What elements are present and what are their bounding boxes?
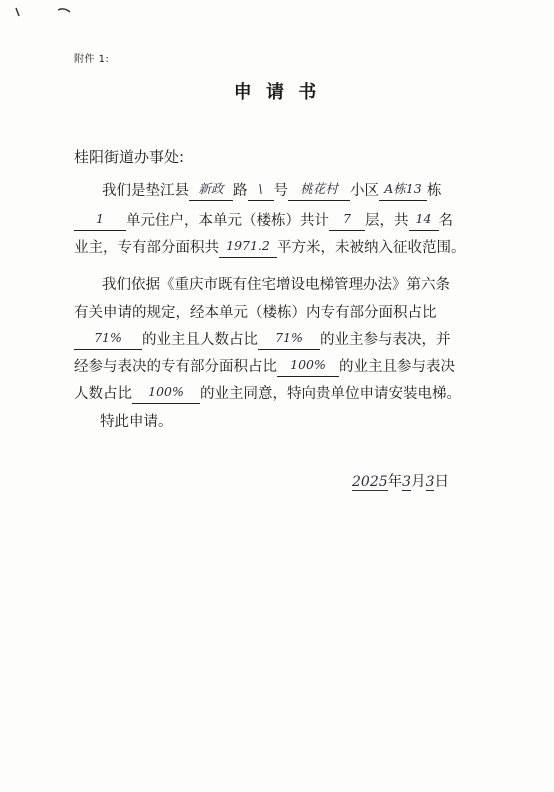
date-year: 2025 xyxy=(352,474,388,490)
floors-value: 7 xyxy=(343,211,351,226)
text: 单元住户，本单元（楼栋）共计 xyxy=(126,213,329,229)
owners-blank xyxy=(409,212,439,231)
pen-mark-icon xyxy=(14,4,74,20)
paragraph-2-line-1 xyxy=(102,275,450,295)
community-blank xyxy=(288,182,350,201)
number-blank xyxy=(248,182,274,201)
text: 号 xyxy=(273,183,288,199)
text: 平方米，未被纳入征收范围。 xyxy=(277,240,466,256)
unit-blank xyxy=(74,212,126,231)
text: 的业主且人数占比 xyxy=(142,332,258,348)
unit-value: 1 xyxy=(96,211,104,226)
vote-people-ratio-blank xyxy=(132,385,200,404)
paragraph-1-line-2 xyxy=(74,211,453,231)
vote-area-ratio-value: 100% xyxy=(290,357,326,372)
paragraph-2-line-5 xyxy=(74,384,461,404)
area-ratio-value: 71% xyxy=(94,330,122,345)
salutation: 桂阳街道办事处: xyxy=(74,148,185,166)
text: 栋 xyxy=(427,183,442,199)
text: 的业主参与表决，并 xyxy=(320,332,451,348)
paragraph-2-line-4 xyxy=(74,357,455,377)
page-title: 申 请 书 xyxy=(233,82,321,103)
street-blank xyxy=(189,182,233,201)
date-month: 3 xyxy=(402,474,412,490)
month-label: 月 xyxy=(411,474,426,490)
area-blank xyxy=(219,239,277,258)
paragraph-2-line-2 xyxy=(74,303,437,323)
owners-value: 14 xyxy=(415,211,432,226)
date-day: 3 xyxy=(425,474,435,490)
text: 经参与表决的专有部分面积占比 xyxy=(74,359,277,375)
vote-people-ratio-value: 100% xyxy=(148,384,184,399)
text: 的业主同意，特向贵单位申请安装电梯。 xyxy=(200,386,461,402)
building-blank xyxy=(379,182,427,201)
text: 业主，专有部分面积共 xyxy=(74,240,219,256)
date xyxy=(352,470,449,491)
number-value: \ xyxy=(258,181,263,196)
paragraph-1-line-3 xyxy=(74,238,466,258)
text: 的业主且参与表决 xyxy=(339,359,455,375)
attachment-label: 附件 1: xyxy=(74,54,110,65)
year-label: 年 xyxy=(387,474,403,490)
text: 人数占比 xyxy=(74,386,132,402)
text: 路 xyxy=(233,183,248,199)
people-ratio-value: 71% xyxy=(275,330,303,345)
vote-area-ratio-blank xyxy=(277,358,339,377)
area-ratio-blank xyxy=(74,331,142,350)
street-value: 新政 xyxy=(198,181,224,196)
community-value: 桃花村 xyxy=(300,181,338,196)
text: 层，共 xyxy=(365,213,409,229)
day-label: 日 xyxy=(434,474,449,490)
text: 我们依据《重庆市既有住宅增设电梯管理办法》第六条 xyxy=(102,277,450,293)
text: 我们是垫江县 xyxy=(102,183,189,199)
floors-blank xyxy=(329,212,365,231)
text: 小区 xyxy=(350,183,379,199)
closing-text: 特此申请。 xyxy=(100,414,173,430)
text: 名 xyxy=(438,213,453,229)
paragraph-1-line-1 xyxy=(102,181,442,201)
area-value: 1971.2 xyxy=(226,238,270,253)
building-value: A栋13 xyxy=(384,181,422,196)
paragraph-2-line-3 xyxy=(74,330,451,350)
people-ratio-blank xyxy=(258,331,320,350)
text: 有关申请的规定，经本单元（楼栋）内专有部分面积占比 xyxy=(74,305,437,321)
